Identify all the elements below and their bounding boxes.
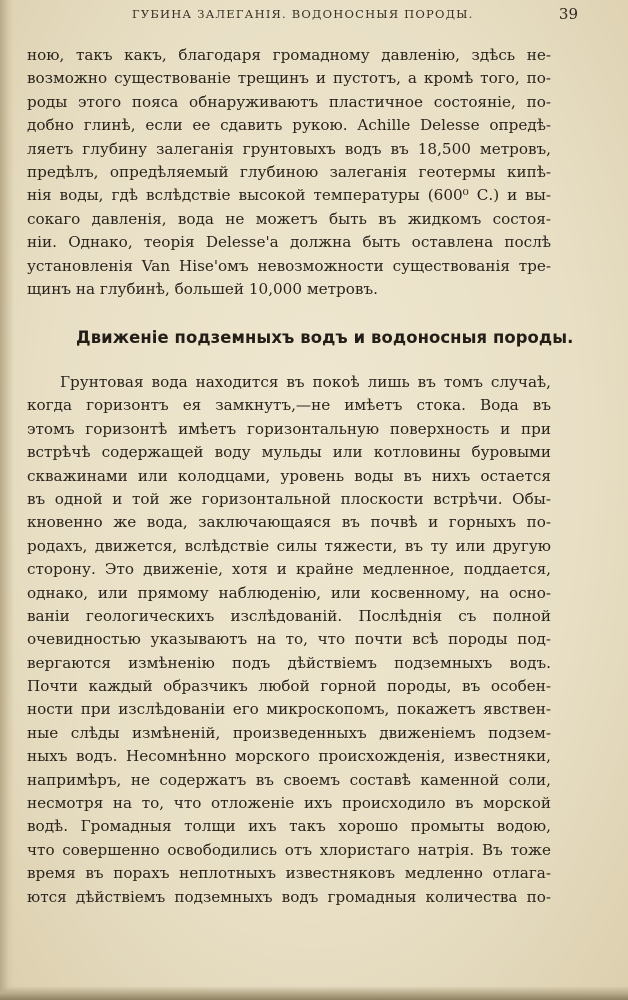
text-line: нія воды, гдѣ вслѣдствіе высокой температуры (600⁰ С.) и вы- [27, 186, 551, 205]
text-line: предѣлъ, опредѣляемый глубиною залеганія геотермы кипѣ- [27, 162, 551, 181]
text-line: щинъ на глубинѣ, большей 10,000 метровъ. [27, 279, 378, 298]
page-bottom-edge [0, 986, 628, 1000]
text-line: встрѣчѣ содержащей воду мульды или котловины буровыми [27, 443, 551, 462]
text-line: въ одной и той же горизонтальной плоскости встрѣчи. Обы- [27, 489, 551, 508]
section-heading: Движеніе подземныхъ водъ и водоносныя породы. [76, 328, 574, 347]
text-line: установленія Van Hise'омъ невозможности существованія тре- [27, 256, 551, 275]
paragraph-groundwater-movement [27, 371, 551, 909]
text-line: однако, или прямому наблюденію, или косвенному, на осно- [27, 583, 551, 602]
text-line: когда горизонтъ ея замкнутъ,—не имѣетъ стока. Вода въ [27, 396, 551, 415]
text-line: несмотря на то, что отложеніе ихъ происходило въ морской [27, 794, 551, 813]
text-line: добно глинѣ, если ее сдавить рукою. Achille Delesse опредѣ- [27, 116, 551, 135]
running-title: ГУБИНА ЗАЛЕГАНІЯ. ВОДОНОСНЫЯ ПОРОДЫ. [132, 7, 474, 21]
text-line: ною, такъ какъ, благодаря громадному давленію, здѣсь не- [27, 46, 551, 64]
paragraph-continued [27, 44, 551, 301]
text-line: Грунтовая вода находится въ покоѣ лишь въ томъ случаѣ, [60, 373, 551, 391]
text-line: вергаются измѣненію подъ дѣйствіемъ подземныхъ водъ. [27, 653, 551, 672]
text-line: очевидностью указываютъ на то, что почти всѣ породы под- [27, 630, 551, 649]
text-line: родахъ, движется, вслѣдствіе силы тяжести, въ ту или другую [27, 536, 551, 555]
text-line: время въ порахъ неплотныхъ известняковъ медленно отлага- [27, 864, 551, 883]
running-header [60, 5, 578, 27]
text-line: кновенно же вода, заключающаяся въ почвѣ и горныхъ по- [27, 513, 551, 532]
text-line: этомъ горизонтѣ имѣетъ горизонтальную поверхность и при [27, 419, 551, 438]
text-line: напримѣръ, не содержатъ въ своемъ составѣ каменной соли, [27, 770, 551, 789]
text-line: роды этого пояса обнаруживаютъ пластичное состояніе, по- [27, 92, 551, 111]
text-line: ляетъ глубину залеганія грунтовыхъ водъ въ 18,500 метровъ, [27, 139, 551, 158]
page-gutter-shadow [0, 0, 14, 1000]
text-line: ніи. Однако, теорія Delesse'а должна быть оставлена послѣ [27, 233, 551, 252]
text-line: Почти каждый образчикъ любой горной породы, въ особен- [27, 677, 551, 696]
text-line: ются дѣйствіемъ подземныхъ водъ громадныя количества по- [27, 887, 551, 906]
text-line: что совершенно освободились отъ хлористаго натрія. Въ тоже [27, 840, 551, 859]
text-line: сокаго давленія, вода не можетъ быть въ жидкомъ состоя- [27, 209, 551, 228]
page-number: 39 [558, 5, 578, 23]
text-line: ные слѣды измѣненій, произведенныхъ движеніемъ подзем- [27, 723, 551, 742]
text-line: ваніи геологическихъ изслѣдованій. Послѣднія съ полной [27, 606, 551, 625]
text-line: ности при изслѣдованіи его микроскопомъ, покажетъ явствен- [27, 700, 551, 719]
text-line: ныхъ водъ. Несомнѣнно морского происхожденія, известняки, [27, 747, 551, 766]
text-line: сторону. Это движеніе, хотя и крайне медленное, поддается, [27, 560, 551, 579]
text-line: водѣ. Громадныя толщи ихъ такъ хорошо промыты водою, [27, 817, 551, 836]
text-line: скважинами или колодцами, уровень воды въ нихъ остается [27, 466, 551, 485]
text-line: возможно существованіе трещинъ и пустотъ, а кромѣ того, по- [27, 69, 551, 88]
